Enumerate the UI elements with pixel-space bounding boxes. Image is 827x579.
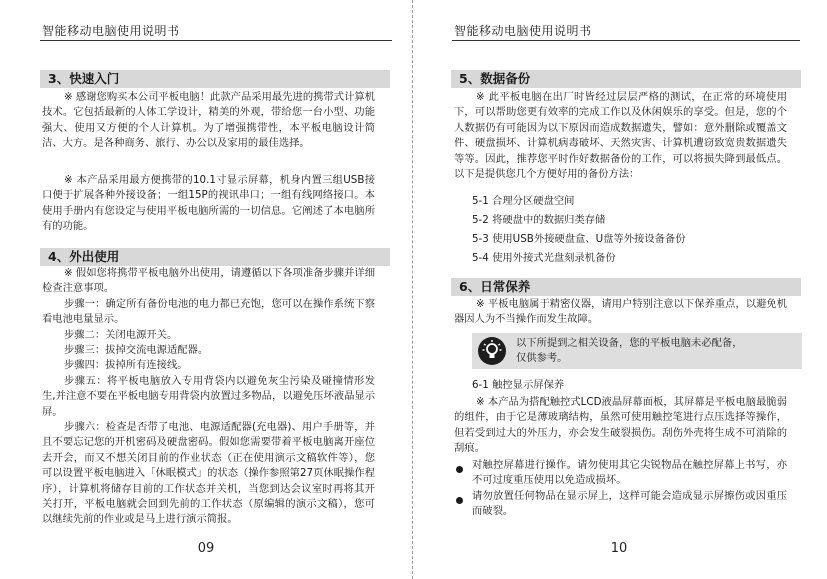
travel-intro-paragraph: ※ 假如您将携带平板电脑外出使用，请遵循以下各项准备步骤并详细检查注意事项。 [42, 267, 375, 295]
note-text [516, 336, 743, 366]
section-title-daily-maintenance: 6、日常保养 [451, 278, 801, 296]
page-number: 09 [197, 541, 215, 556]
step-four: 步骤四：拔掉所有连接线。 [64, 359, 188, 371]
step-one: 步骤一：确定所有备份电池的电力都已充饱，您可以在操作系统下察看电池电量显示。 [42, 298, 375, 326]
quick-start-paragraph-1: ※ 感谢您购买本公司平板电脑！此款产品采用最先进的携带式计算机技术。它包括最新的人体工学设计，精美的外观，带给您一台小型、功能强大、使用又方便的个人计算机。为了增强携带性，本平板电脑设计简洁、大方。是各种商务、旅行、办公以及家用的最佳选择。 [42, 91, 375, 150]
step-five: 步骤五：将平板电脑放入专用背袋内以避免灰尘污染及碰撞情形发生,并注意不要在平板电脑专用背袋内放置过多物品，以避免压坏液晶显示屏。 [42, 375, 375, 418]
bullet-marker [456, 494, 463, 509]
note-box [472, 333, 802, 369]
lightbulb-icon [478, 337, 506, 365]
lightbulb-icon-graphic [478, 337, 506, 365]
header-rule [452, 40, 800, 41]
bullet-touch-operation: 对触控屏幕进行操作。请勿使用其它尖锐物品在触控屏幕上书写，亦不可过度重压使用以免造成损坏。 [472, 459, 787, 487]
page-header: 智能移动电脑使用说明书 [42, 24, 180, 38]
touchscreen-subtitle: 6-1 触控显示屏保养 [472, 379, 565, 391]
touchscreen-paragraph: ※ 本产品为搭配触控式LCD液晶屏幕面板，其屏幕是平板电脑最脆弱的组件，由于它是薄玻璃结构，虽然可使用触控笔进行点压选择等操作，但若受到过大的外压力，亦会发生破裂损伤。刮伤外壳将生成不可消除的刮痕。 [454, 396, 787, 455]
section-title-quick-start: 3、快速入门 [40, 70, 390, 88]
note-line-1: 以下所提到之相关设备，您的平板电脑未必配备， [516, 337, 743, 349]
backup-method-item: 5-2 将硬盘中的数据归类存储 [472, 214, 606, 226]
bullet-no-objects: 请勿放置任何物品在显示屏上，这样可能会造成显示屏擦伤或因重压而破裂。 [472, 490, 787, 518]
step-six: 步骤六：检查是否带了电池、电源适配器(充电器)、用户手册等，并且不要忘记您的开机密码及硬盘密码。假如您需要带着平板电脑离开座位去开会，而又不想关闭目前的作业状态（正在使用演示文稿软件等），您可以设置平板电脑进入「休眠模式」的状态（操作参照第27页休眠操作程序），计算机将储存目前的工作状态并关机，当您到达会议室时再将其开关打开，平板电脑就会回到先前的工作状态（原编辑的演示文稿），您可以继续先前的作业或是马上进行演示简报。 [42, 421, 375, 526]
quick-start-paragraph-2: ※ 本产品采用最方便携带的10.1寸显示屏幕，机身内置三组USB接口便于扩展各种外接设备；一组15P的视讯串口；一组有线网络接口。本使用手册内有您设定与使用平板电脑所需的一切信息。它阐述了本电脑所有的功能。 [42, 174, 375, 233]
section-title-data-backup: 5、数据备份 [451, 70, 801, 88]
maintenance-intro-paragraph: ※ 平板电脑属于精密仪器，请用户特别注意以下保养重点，以避免机器因人为不当操作而发生故障。 [454, 298, 787, 326]
backup-method-item: 5-4 使用外接式光盘刻录机备份 [472, 252, 616, 264]
note-line-2: 仅供参考。 [516, 352, 568, 364]
backup-method-item: 5-3 使用USB外接硬盘盒、U盘等外接设备备份 [472, 233, 686, 245]
bullet-marker [456, 463, 463, 478]
page-header: 智能移动电脑使用说明书 [454, 24, 592, 38]
step-two: 步骤二：关闭电源开关。 [64, 329, 178, 341]
section-title-travel-use: 4、外出使用 [40, 248, 390, 266]
page-number: 10 [610, 541, 628, 556]
data-backup-paragraph: ※ 此平板电脑在出厂时皆经过层层严格的测试，在正常的环境使用下，可以帮助您更有效率的完成工作以及休闲娱乐的享受。但是，您的个人数据仍有可能因为以下原因而造成数据遗失，譬如：意外删除或覆盖文件、硬盘损坏、计算机病毒破坏、天然灾害、计算机遭窃致宽贵数据遗失等等。因此，推荐您平时作好数据备份的工作，可以将损失降到最低点。以下是提供您几个方便好用的备份方法： [454, 91, 787, 181]
step-three: 步骤三：拔掉交流电源适配器。 [64, 344, 209, 356]
backup-method-item: 5-1 合理分区硬盘空间 [472, 195, 575, 207]
